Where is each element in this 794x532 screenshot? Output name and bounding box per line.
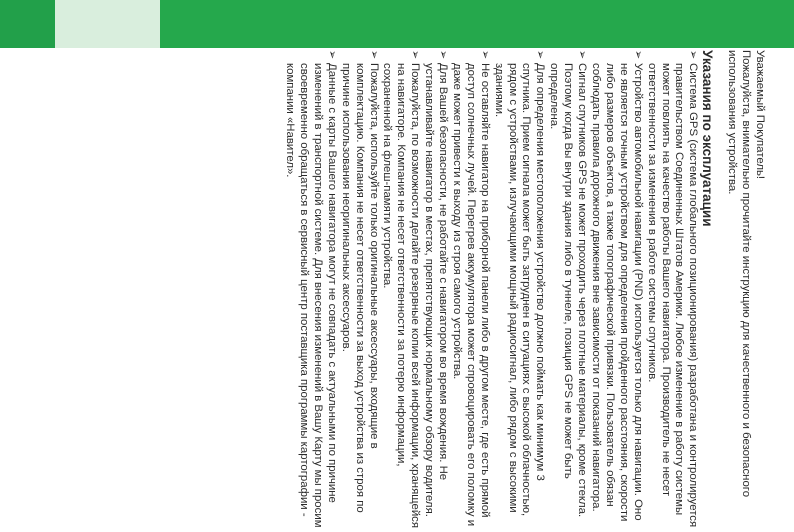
list-item: ➢ Не оставляйте навигатор на приборной панели либо в другом месте, где есть прямой доступ солнечных лучей. Перегрев аккумулятора может спровоцировать его поломку и даже может привести к выходу из строя самого устройства. — [449, 50, 491, 530]
header-band-dark — [0, 0, 55, 48]
arrow-bullet-icon — [477, 50, 491, 59]
arrow-bullet-icon — [324, 50, 338, 59]
arrow-bullet-icon — [435, 50, 449, 59]
intro-paragraph: Пожалуйста, внимательно прочитайте инструкцию для качественного и безопасного использования устройства. — [726, 50, 753, 498]
arrow-bullet-icon — [366, 50, 380, 59]
list-item: ➢ Для определения местоположения устройство должно поймать как минимум 3 спутника. Прием сигнала может быть затруднен в ситуациях с высокой облачностью, рядом с устройствами, излучающими мощный радиосигнал, либо рядом с высокими зданиями. — [491, 50, 547, 530]
arrow-bullet-icon — [407, 50, 421, 59]
list-item: ➢ Система GPS (система глобального позиционирования) разработана и контролируется правительством Соединенных Штатов Америки. Любое изменение в работу системы может повлиять на качество работы Вашего навигатора. Производитель не несет ответственности за изменения в работе системы спутников. — [644, 50, 700, 530]
list-item: ➢ Пожалуйста, по возможности делайте резервные копии всей информации, хранящейся на навигаторе. Компания не несет ответственности за потерю информации, сохраненной на флеш-памяти устройства. — [380, 50, 422, 530]
arrow-bullet-icon — [685, 50, 699, 59]
header-band-main — [160, 0, 794, 48]
greeting: Уважаемый Покупатель! — [754, 50, 766, 180]
manual-page — [26, 50, 766, 530]
arrow-bullet-icon — [630, 50, 644, 59]
header-band-light — [55, 0, 160, 48]
rotated-text-block — [26, 50, 766, 530]
arrow-bullet-icon — [574, 50, 588, 59]
list-item: ➢ Устройство автомобильной навигации (PND) используется только для навигации. Оно не является точным устройством для определения пройденного расстояния, скорости либо размеров объектов, а также топографической привязки. Пользователь обязан соблюдать правила дорожного движения вне зависимости от показаний навигатора. — [588, 50, 644, 530]
list-item: ➢ Пожалуйста, используйте только оригинальные аксессуары, входящие в комплектацию. Компания не несет ответственности за выход устройства из строя по причине использования неоригинальных аксессуаров. — [338, 50, 380, 530]
instructions-list — [282, 50, 699, 530]
list-item: ➢ Сигнал спутников GPS не может проходить через плотные материалы, кроме стекла. Поэтому когда Вы внутри здания либо в туннеле, позиция GPS не может быть определена. — [546, 50, 588, 530]
section-heading: Указания по эксплуатации — [700, 50, 716, 227]
arrow-bullet-icon — [533, 50, 547, 59]
list-item: ➢ Данные с карты Вашего навигатора могут не совпадать с актуальными по причине изменений в транспортной системе. Для внесения изменений в Вашу Карту мы просим своевременно обращаться в сервисный центр поставщика программы картографии - компании «Навител». — [282, 50, 338, 530]
list-item: ➢ Для Вашей безопасности, не работайте с навигатором во время вождения. Не устанавливайте навигатор в местах, препятствующих нормальному обзору водителя. — [421, 50, 449, 530]
